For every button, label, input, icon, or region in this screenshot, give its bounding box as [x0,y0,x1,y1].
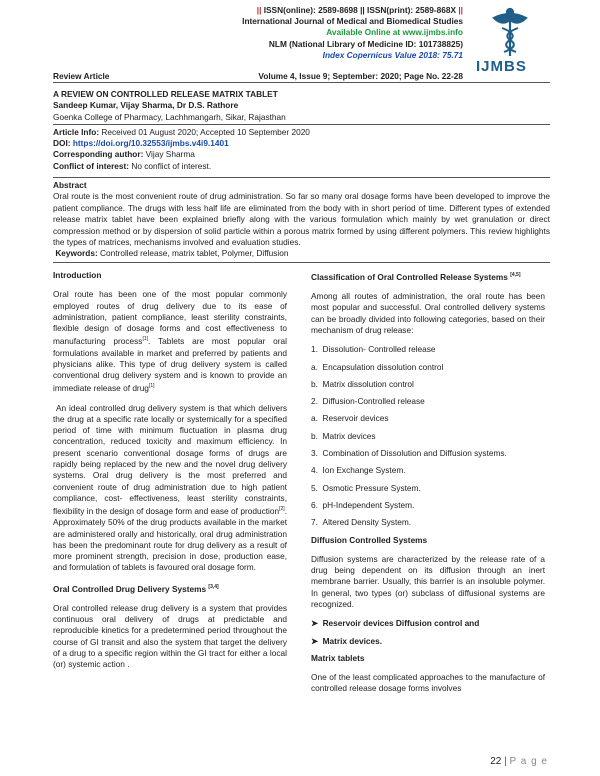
list-item: ➤ Matrix devices. [311,635,383,646]
article-meta-row [53,71,463,81]
nlm-id: NLM (National Library of Medicine ID: 101738825) [268,38,463,49]
authors: Sandeep Kumar, Vijay Sharma, Dr D.S. Rathore [53,100,239,110]
list-item: a. Reservoir devices [311,413,389,424]
divider [53,262,550,263]
abstract-text: Oral route is the most convenient route of drug administration. So far so many oral dosage forms have been developed to improve the patient compliance. The drugs with less half life are eliminated from the body with in short period of time. Different types of extended release matrix tablet have been explained briefly along with the various formulation which mainly by wet granulation or direct compression method or by dispersion of solid particle within a porous matrix formed by using different polymers. This review highlights the types of matrices, mechanisms involved and evaluation studies. [53,191,550,248]
classification-list [311,344,545,528]
list-item: ➤ Reservoir devices Diffusion control and [311,618,480,629]
journal-name: International Journal of Medical and Biomedical Studies [242,16,463,27]
classification-heading: Classification of Oral Controlled Release Systems [4,5] [311,271,521,282]
intro-paragraph-1: Oral route has been one of the most popular commonly employed routes of drug delivery due to its ease of administration, patient compliance, least sterility constraints, flexible design of dosage forms and cost effectiveness to manufacturing process[1]. Tablets are most popular oral formulations available in market and preferred by patients and physicians alike. This type of drug delivery system is called conventional drug delivery system and is known to provide an immediate release of drug[1] [53,289,288,394]
divider [53,82,550,83]
keywords: Keywords: Controlled release, matrix tablet, Polymer, Diffusion [55,248,289,259]
diffusion-bullets [311,618,545,647]
doi-line: DOI: https://doi.org/10.32553/ijmbs.v4i9.1401 [53,138,229,149]
intro-heading: Introduction [53,270,102,280]
page-footer: 22 | P a g e [490,756,548,767]
page-word: P a g e [509,756,548,767]
index-value: Index Copernicus Value 2018: 75.71 [322,49,463,60]
list-item: 3. Combination of Dissolution and Diffusion systems. [311,448,507,459]
divider [53,177,550,178]
list-item: b. Matrix devices [311,430,376,441]
list-item: 7. Altered Density System. [311,517,412,528]
divider [53,124,550,125]
article-info [53,127,310,172]
logo-text: IJMBS [476,58,527,75]
abstract-heading: Abstract [53,180,87,190]
list-item: 2. Diffusion-Controlled release [311,396,425,407]
issn-line: || ISSN(online): 2589-8698 || ISSN(print): 2589-868X || [256,5,463,15]
list-item: 4. Ion Exchange System. [311,465,406,476]
article-type: Review Article [53,71,110,81]
right-column [311,270,545,703]
ocdds-heading: Oral Controlled Drug Delivery Systems [3,4] [53,583,219,594]
list-item: a. Encapsulation dissolution control [311,361,444,372]
available-online: Available Online at www.ijmbs.info [326,27,463,38]
article-title: A REVIEW ON CONTROLLED RELEASE MATRIX TABLET [53,89,278,99]
doi-link[interactable]: https://doi.org/10.32553/ijmbs.v4i9.1401 [72,138,229,149]
journal-header [190,5,463,61]
ocdds-paragraph: Oral controlled release drug delivery is a system that provides continuous oral delivery of drugs at predictable and reproducible kinetics for a predetermined period throughout the course of GI transit and also the system that target the delivery of a drug to a specific region within the GI tract for either a local (or) systemic action . [53,602,287,670]
abstract [53,180,550,260]
list-item: 6. pH-Independent System. [311,499,415,510]
left-column [53,270,287,679]
page-number: 22 [490,756,502,767]
affiliation: Goenka College of Pharmacy, Lachhmangarh, Sikar, Rajasthan [53,112,286,122]
list-item: 1. Dissolution- Controlled release [311,344,436,355]
corresponding-line: Corresponding author: Vijay Sharma [53,149,195,160]
received-line: Article Info: Received 01 August 2020; Accepted 10 September 2020 [53,127,310,137]
list-item: 5. Osmotic Pressure System. [311,482,421,493]
volume-line: Volume 4, Issue 9; September: 2020; Page No. 22-28 [258,71,463,81]
conflict-line: Conflict of interest: No conflict of interest. [53,160,212,171]
classification-paragraph: Among all routes of administration, the oral route has been most popular and successful. Oral controlled delivery systems can be broadly divided into following categories, based on their mechanism of drug release: [311,291,545,335]
matrix-tablets-paragraph: One of the least complicated approaches to the manufacture of controlled release dosage forms involves [311,672,545,694]
list-item: b. Matrix dissolution control [311,378,414,389]
diffusion-paragraph: Diffusion systems are characterized by the release rate of a drug being dependent on its diffusion through an inert membrane barrier. Usually, this barrier is an insoluble polymer. In general, two types (or) subclass of diffusional systems are recognized. [311,553,545,609]
matrix-tablets-heading: Matrix tablets [311,652,365,663]
site-link[interactable]: www.ijmbs.info [402,27,463,38]
intro-paragraph-2: An ideal controlled drug delivery system is that which delivers the drug at a specific rate locally or systemically for a specified period of time with minimum fluctuation in plasma drug concentration, reduced toxicity and maximum efficiency. In present scenario conventional dosage forms of drugs are rapidly being replaced by the new and the novel drug delivery systems. Oral drug delivery is the most preferred and convenient route of drug administration due to high patient compliance, cost- effectiveness, least sterility constraints, flexibility in the design of dosage form and ease of production[2]. Approximately 50% of the drug products available in the market are administered orally and historically, oral drug administration has been the predominant route for drug delivery as a result of more prominent strength, precision in dose, production ease, and formulation of tablets is favoured oral dosage form. [53,402,287,573]
arrow-bullet-icon: ➤ [311,635,323,646]
diffusion-heading: Diffusion Controlled Systems [311,534,428,545]
arrow-bullet-icon: ➤ [311,618,323,629]
